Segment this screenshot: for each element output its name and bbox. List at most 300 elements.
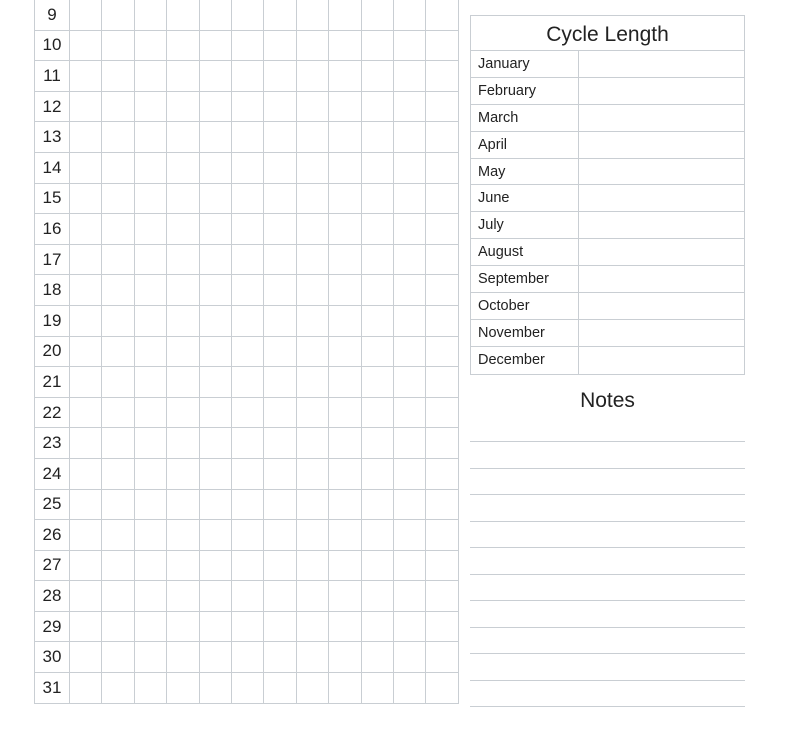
- month-cycle-value[interactable]: [579, 212, 744, 238]
- note-line[interactable]: [470, 494, 745, 495]
- tracker-cell[interactable]: [297, 673, 329, 703]
- tracker-cell[interactable]: [362, 245, 394, 275]
- tracker-cell[interactable]: [297, 612, 329, 642]
- tracker-cell[interactable]: [135, 581, 167, 611]
- tracker-cell[interactable]: [232, 642, 264, 672]
- tracker-cell[interactable]: [329, 367, 361, 397]
- tracker-cell[interactable]: [362, 0, 394, 30]
- tracker-cell[interactable]: [167, 398, 199, 428]
- tracker-cell[interactable]: [135, 673, 167, 703]
- tracker-cell[interactable]: [135, 92, 167, 122]
- tracker-cell[interactable]: [264, 0, 296, 30]
- tracker-cell[interactable]: [135, 642, 167, 672]
- tracker-cell[interactable]: [200, 245, 232, 275]
- tracker-cell[interactable]: [394, 306, 426, 336]
- month-cycle-value[interactable]: [579, 293, 744, 319]
- tracker-cell[interactable]: [102, 398, 134, 428]
- note-line[interactable]: [470, 574, 745, 575]
- month-cycle-value[interactable]: [579, 239, 744, 265]
- tracker-cell[interactable]: [264, 490, 296, 520]
- tracker-cell[interactable]: [394, 275, 426, 305]
- tracker-cell[interactable]: [426, 459, 458, 489]
- tracker-cell[interactable]: [297, 490, 329, 520]
- tracker-cell[interactable]: [297, 459, 329, 489]
- tracker-cell[interactable]: [167, 612, 199, 642]
- tracker-cell[interactable]: [135, 306, 167, 336]
- tracker-cell[interactable]: [264, 153, 296, 183]
- tracker-cell[interactable]: [200, 122, 232, 152]
- tracker-cell[interactable]: [426, 61, 458, 91]
- tracker-cell[interactable]: [362, 31, 394, 61]
- tracker-cell[interactable]: [102, 673, 134, 703]
- tracker-cell[interactable]: [102, 31, 134, 61]
- tracker-cell[interactable]: [167, 428, 199, 458]
- tracker-cell[interactable]: [264, 520, 296, 550]
- tracker-cell[interactable]: [102, 275, 134, 305]
- tracker-cell[interactable]: [70, 551, 102, 581]
- tracker-cell[interactable]: [362, 306, 394, 336]
- tracker-cell[interactable]: [264, 61, 296, 91]
- tracker-cell[interactable]: [135, 245, 167, 275]
- tracker-cell[interactable]: [329, 490, 361, 520]
- tracker-cell[interactable]: [297, 153, 329, 183]
- tracker-cell[interactable]: [167, 581, 199, 611]
- tracker-cell[interactable]: [167, 337, 199, 367]
- tracker-cell[interactable]: [329, 520, 361, 550]
- tracker-cell[interactable]: [102, 184, 134, 214]
- tracker-cell[interactable]: [362, 184, 394, 214]
- tracker-cell[interactable]: [135, 122, 167, 152]
- tracker-cell[interactable]: [167, 367, 199, 397]
- tracker-cell[interactable]: [70, 367, 102, 397]
- tracker-cell[interactable]: [135, 214, 167, 244]
- tracker-cell[interactable]: [102, 490, 134, 520]
- tracker-cell[interactable]: [264, 214, 296, 244]
- tracker-cell[interactable]: [200, 459, 232, 489]
- tracker-cell[interactable]: [102, 428, 134, 458]
- tracker-cell[interactable]: [70, 642, 102, 672]
- tracker-cell[interactable]: [362, 153, 394, 183]
- tracker-cell[interactable]: [362, 337, 394, 367]
- tracker-cell[interactable]: [167, 520, 199, 550]
- tracker-cell[interactable]: [167, 61, 199, 91]
- tracker-cell[interactable]: [70, 520, 102, 550]
- tracker-cell[interactable]: [70, 31, 102, 61]
- tracker-cell[interactable]: [135, 520, 167, 550]
- tracker-cell[interactable]: [297, 367, 329, 397]
- tracker-cell[interactable]: [200, 306, 232, 336]
- tracker-cell[interactable]: [102, 122, 134, 152]
- tracker-cell[interactable]: [167, 153, 199, 183]
- tracker-cell[interactable]: [70, 153, 102, 183]
- tracker-cell[interactable]: [135, 612, 167, 642]
- tracker-cell[interactable]: [232, 122, 264, 152]
- tracker-cell[interactable]: [135, 184, 167, 214]
- tracker-cell[interactable]: [362, 459, 394, 489]
- tracker-cell[interactable]: [167, 0, 199, 30]
- tracker-cell[interactable]: [297, 398, 329, 428]
- tracker-cell[interactable]: [70, 337, 102, 367]
- tracker-cell[interactable]: [70, 275, 102, 305]
- tracker-cell[interactable]: [297, 61, 329, 91]
- tracker-cell[interactable]: [200, 184, 232, 214]
- tracker-cell[interactable]: [200, 92, 232, 122]
- tracker-cell[interactable]: [329, 31, 361, 61]
- tracker-cell[interactable]: [297, 337, 329, 367]
- tracker-cell[interactable]: [264, 337, 296, 367]
- tracker-cell[interactable]: [264, 612, 296, 642]
- tracker-cell[interactable]: [167, 551, 199, 581]
- tracker-cell[interactable]: [70, 581, 102, 611]
- tracker-cell[interactable]: [167, 184, 199, 214]
- tracker-cell[interactable]: [329, 428, 361, 458]
- tracker-cell[interactable]: [362, 367, 394, 397]
- tracker-cell[interactable]: [297, 245, 329, 275]
- tracker-cell[interactable]: [200, 673, 232, 703]
- tracker-cell[interactable]: [135, 367, 167, 397]
- tracker-cell[interactable]: [167, 92, 199, 122]
- tracker-cell[interactable]: [264, 673, 296, 703]
- tracker-cell[interactable]: [297, 214, 329, 244]
- tracker-cell[interactable]: [297, 122, 329, 152]
- tracker-cell[interactable]: [329, 214, 361, 244]
- note-line[interactable]: [470, 441, 745, 442]
- tracker-cell[interactable]: [362, 490, 394, 520]
- tracker-cell[interactable]: [426, 642, 458, 672]
- month-cycle-value[interactable]: [579, 347, 744, 374]
- tracker-cell[interactable]: [426, 520, 458, 550]
- tracker-cell[interactable]: [135, 337, 167, 367]
- tracker-cell[interactable]: [362, 642, 394, 672]
- tracker-cell[interactable]: [394, 612, 426, 642]
- tracker-cell[interactable]: [200, 612, 232, 642]
- tracker-cell[interactable]: [426, 92, 458, 122]
- month-cycle-value[interactable]: [579, 320, 744, 346]
- tracker-cell[interactable]: [394, 337, 426, 367]
- tracker-cell[interactable]: [70, 306, 102, 336]
- tracker-cell[interactable]: [329, 337, 361, 367]
- tracker-cell[interactable]: [135, 428, 167, 458]
- tracker-cell[interactable]: [167, 459, 199, 489]
- tracker-cell[interactable]: [297, 184, 329, 214]
- tracker-cell[interactable]: [200, 520, 232, 550]
- tracker-cell[interactable]: [232, 581, 264, 611]
- tracker-cell[interactable]: [297, 306, 329, 336]
- tracker-cell[interactable]: [135, 153, 167, 183]
- tracker-cell[interactable]: [394, 367, 426, 397]
- tracker-cell[interactable]: [297, 642, 329, 672]
- tracker-cell[interactable]: [232, 31, 264, 61]
- tracker-cell[interactable]: [264, 551, 296, 581]
- tracker-cell[interactable]: [426, 398, 458, 428]
- tracker-cell[interactable]: [394, 642, 426, 672]
- note-line[interactable]: [470, 680, 745, 681]
- month-cycle-value[interactable]: [579, 132, 744, 158]
- tracker-cell[interactable]: [297, 92, 329, 122]
- tracker-cell[interactable]: [102, 306, 134, 336]
- tracker-cell[interactable]: [167, 122, 199, 152]
- tracker-cell[interactable]: [232, 153, 264, 183]
- tracker-cell[interactable]: [232, 367, 264, 397]
- tracker-cell[interactable]: [102, 581, 134, 611]
- tracker-cell[interactable]: [394, 214, 426, 244]
- tracker-cell[interactable]: [200, 398, 232, 428]
- tracker-cell[interactable]: [394, 92, 426, 122]
- tracker-cell[interactable]: [264, 459, 296, 489]
- tracker-cell[interactable]: [232, 551, 264, 581]
- tracker-cell[interactable]: [426, 673, 458, 703]
- tracker-cell[interactable]: [264, 398, 296, 428]
- tracker-cell[interactable]: [70, 673, 102, 703]
- tracker-cell[interactable]: [362, 122, 394, 152]
- tracker-cell[interactable]: [70, 61, 102, 91]
- tracker-cell[interactable]: [232, 673, 264, 703]
- tracker-cell[interactable]: [362, 551, 394, 581]
- tracker-cell[interactable]: [394, 245, 426, 275]
- tracker-cell[interactable]: [329, 398, 361, 428]
- tracker-cell[interactable]: [200, 275, 232, 305]
- tracker-cell[interactable]: [329, 184, 361, 214]
- tracker-cell[interactable]: [329, 612, 361, 642]
- tracker-cell[interactable]: [329, 0, 361, 30]
- tracker-cell[interactable]: [135, 459, 167, 489]
- tracker-cell[interactable]: [426, 245, 458, 275]
- tracker-cell[interactable]: [329, 92, 361, 122]
- tracker-cell[interactable]: [232, 428, 264, 458]
- tracker-cell[interactable]: [362, 214, 394, 244]
- tracker-cell[interactable]: [394, 398, 426, 428]
- tracker-cell[interactable]: [232, 612, 264, 642]
- tracker-cell[interactable]: [329, 61, 361, 91]
- tracker-cell[interactable]: [362, 612, 394, 642]
- tracker-cell[interactable]: [362, 92, 394, 122]
- tracker-cell[interactable]: [394, 581, 426, 611]
- tracker-cell[interactable]: [426, 31, 458, 61]
- tracker-cell[interactable]: [394, 31, 426, 61]
- tracker-cell[interactable]: [232, 306, 264, 336]
- tracker-cell[interactable]: [102, 61, 134, 91]
- tracker-cell[interactable]: [102, 0, 134, 30]
- tracker-cell[interactable]: [200, 490, 232, 520]
- tracker-cell[interactable]: [167, 31, 199, 61]
- tracker-cell[interactable]: [167, 673, 199, 703]
- tracker-cell[interactable]: [232, 459, 264, 489]
- tracker-cell[interactable]: [70, 398, 102, 428]
- tracker-cell[interactable]: [329, 551, 361, 581]
- tracker-cell[interactable]: [135, 398, 167, 428]
- tracker-cell[interactable]: [297, 551, 329, 581]
- tracker-cell[interactable]: [70, 428, 102, 458]
- tracker-cell[interactable]: [394, 459, 426, 489]
- note-line[interactable]: [470, 468, 745, 469]
- tracker-cell[interactable]: [362, 673, 394, 703]
- note-line[interactable]: [470, 600, 745, 601]
- tracker-cell[interactable]: [70, 490, 102, 520]
- tracker-cell[interactable]: [394, 122, 426, 152]
- tracker-cell[interactable]: [394, 520, 426, 550]
- tracker-cell[interactable]: [362, 520, 394, 550]
- tracker-cell[interactable]: [70, 459, 102, 489]
- tracker-cell[interactable]: [297, 428, 329, 458]
- tracker-cell[interactable]: [394, 61, 426, 91]
- tracker-cell[interactable]: [297, 275, 329, 305]
- tracker-cell[interactable]: [102, 459, 134, 489]
- tracker-cell[interactable]: [135, 490, 167, 520]
- tracker-cell[interactable]: [232, 61, 264, 91]
- tracker-cell[interactable]: [329, 581, 361, 611]
- month-cycle-value[interactable]: [579, 78, 744, 104]
- tracker-cell[interactable]: [200, 367, 232, 397]
- tracker-row: [35, 305, 459, 336]
- tracker-cell[interactable]: [297, 0, 329, 30]
- tracker-cell[interactable]: [264, 428, 296, 458]
- tracker-cell[interactable]: [264, 306, 296, 336]
- tracker-cell[interactable]: [329, 673, 361, 703]
- tracker-cell[interactable]: [264, 275, 296, 305]
- tracker-cell[interactable]: [232, 184, 264, 214]
- tracker-cell[interactable]: [232, 337, 264, 367]
- month-cycle-value[interactable]: [579, 105, 744, 131]
- tracker-cell[interactable]: [329, 122, 361, 152]
- tracker-cell[interactable]: [329, 153, 361, 183]
- tracker-cell[interactable]: [200, 337, 232, 367]
- tracker-cell[interactable]: [264, 245, 296, 275]
- tracker-cell[interactable]: [102, 92, 134, 122]
- tracker-cell[interactable]: [102, 642, 134, 672]
- tracker-cell[interactable]: [297, 31, 329, 61]
- tracker-cell[interactable]: [426, 275, 458, 305]
- tracker-cell[interactable]: [329, 306, 361, 336]
- tracker-cell[interactable]: [70, 122, 102, 152]
- tracker-cell[interactable]: [426, 490, 458, 520]
- tracker-cell[interactable]: [264, 184, 296, 214]
- tracker-cell[interactable]: [167, 275, 199, 305]
- tracker-cell[interactable]: [70, 245, 102, 275]
- tracker-cell[interactable]: [426, 612, 458, 642]
- tracker-cell[interactable]: [362, 398, 394, 428]
- tracker-cell[interactable]: [102, 520, 134, 550]
- tracker-cell[interactable]: [135, 61, 167, 91]
- note-line[interactable]: [470, 547, 745, 548]
- tracker-cell[interactable]: [200, 153, 232, 183]
- tracker-cell[interactable]: [70, 92, 102, 122]
- tracker-cell[interactable]: [200, 551, 232, 581]
- tracker-cell[interactable]: [200, 642, 232, 672]
- tracker-cell[interactable]: [297, 520, 329, 550]
- tracker-cell[interactable]: [232, 0, 264, 30]
- month-cycle-value[interactable]: [579, 51, 744, 77]
- tracker-cell[interactable]: [426, 367, 458, 397]
- tracker-cell[interactable]: [394, 551, 426, 581]
- tracker-cell[interactable]: [394, 428, 426, 458]
- tracker-cell[interactable]: [102, 612, 134, 642]
- month-cycle-value[interactable]: [579, 159, 744, 185]
- tracker-cell[interactable]: [394, 0, 426, 30]
- tracker-cell[interactable]: [362, 581, 394, 611]
- tracker-cell[interactable]: [232, 92, 264, 122]
- note-line[interactable]: [470, 627, 745, 628]
- tracker-cell[interactable]: [167, 490, 199, 520]
- tracker-cell[interactable]: [329, 459, 361, 489]
- tracker-cell[interactable]: [70, 184, 102, 214]
- tracker-cell[interactable]: [232, 275, 264, 305]
- tracker-cell[interactable]: [232, 490, 264, 520]
- tracker-cell[interactable]: [200, 0, 232, 30]
- tracker-cell[interactable]: [200, 581, 232, 611]
- tracker-cell[interactable]: [264, 642, 296, 672]
- tracker-cell[interactable]: [200, 31, 232, 61]
- tracker-cell[interactable]: [232, 398, 264, 428]
- tracker-cell[interactable]: [329, 245, 361, 275]
- tracker-cell[interactable]: [167, 642, 199, 672]
- tracker-cell[interactable]: [232, 520, 264, 550]
- tracker-cell[interactable]: [426, 551, 458, 581]
- tracker-cell[interactable]: [167, 214, 199, 244]
- tracker-cell[interactable]: [394, 153, 426, 183]
- tracker-cell[interactable]: [70, 0, 102, 30]
- tracker-cell[interactable]: [102, 367, 134, 397]
- tracker-cell[interactable]: [394, 490, 426, 520]
- tracker-cell[interactable]: [329, 642, 361, 672]
- tracker-cell[interactable]: [264, 92, 296, 122]
- tracker-cell[interactable]: [232, 245, 264, 275]
- tracker-cell[interactable]: [394, 184, 426, 214]
- month-cycle-value[interactable]: [579, 185, 744, 211]
- tracker-cell[interactable]: [102, 245, 134, 275]
- tracker-cell[interactable]: [167, 245, 199, 275]
- tracker-cell[interactable]: [264, 581, 296, 611]
- tracker-cell[interactable]: [70, 214, 102, 244]
- tracker-cell[interactable]: [426, 428, 458, 458]
- tracker-cell[interactable]: [426, 306, 458, 336]
- tracker-cell[interactable]: [102, 551, 134, 581]
- note-line[interactable]: [470, 706, 745, 707]
- tracker-cell[interactable]: [200, 428, 232, 458]
- tracker-cell[interactable]: [135, 551, 167, 581]
- tracker-cell[interactable]: [362, 428, 394, 458]
- tracker-cell[interactable]: [167, 306, 199, 336]
- tracker-cell[interactable]: [426, 153, 458, 183]
- tracker-cell[interactable]: [426, 122, 458, 152]
- tracker-cell[interactable]: [394, 673, 426, 703]
- tracker-cell[interactable]: [426, 0, 458, 30]
- tracker-cell[interactable]: [264, 122, 296, 152]
- month-cycle-value[interactable]: [579, 266, 744, 292]
- tracker-cell[interactable]: [264, 367, 296, 397]
- tracker-cell[interactable]: [232, 214, 264, 244]
- tracker-cell[interactable]: [70, 612, 102, 642]
- tracker-cell[interactable]: [329, 275, 361, 305]
- tracker-cell[interactable]: [135, 275, 167, 305]
- tracker-cell[interactable]: [102, 214, 134, 244]
- note-line[interactable]: [470, 653, 745, 654]
- tracker-cell[interactable]: [200, 61, 232, 91]
- tracker-cell[interactable]: [362, 275, 394, 305]
- tracker-cell[interactable]: [102, 337, 134, 367]
- tracker-cell[interactable]: [426, 214, 458, 244]
- tracker-cell[interactable]: [426, 184, 458, 214]
- tracker-cell[interactable]: [264, 31, 296, 61]
- tracker-cell[interactable]: [102, 153, 134, 183]
- tracker-cell[interactable]: [135, 31, 167, 61]
- tracker-cell[interactable]: [426, 337, 458, 367]
- tracker-cell[interactable]: [135, 0, 167, 30]
- tracker-cell[interactable]: [297, 581, 329, 611]
- tracker-cell[interactable]: [200, 214, 232, 244]
- tracker-cell[interactable]: [362, 61, 394, 91]
- note-line[interactable]: [470, 521, 745, 522]
- tracker-cell[interactable]: [426, 581, 458, 611]
